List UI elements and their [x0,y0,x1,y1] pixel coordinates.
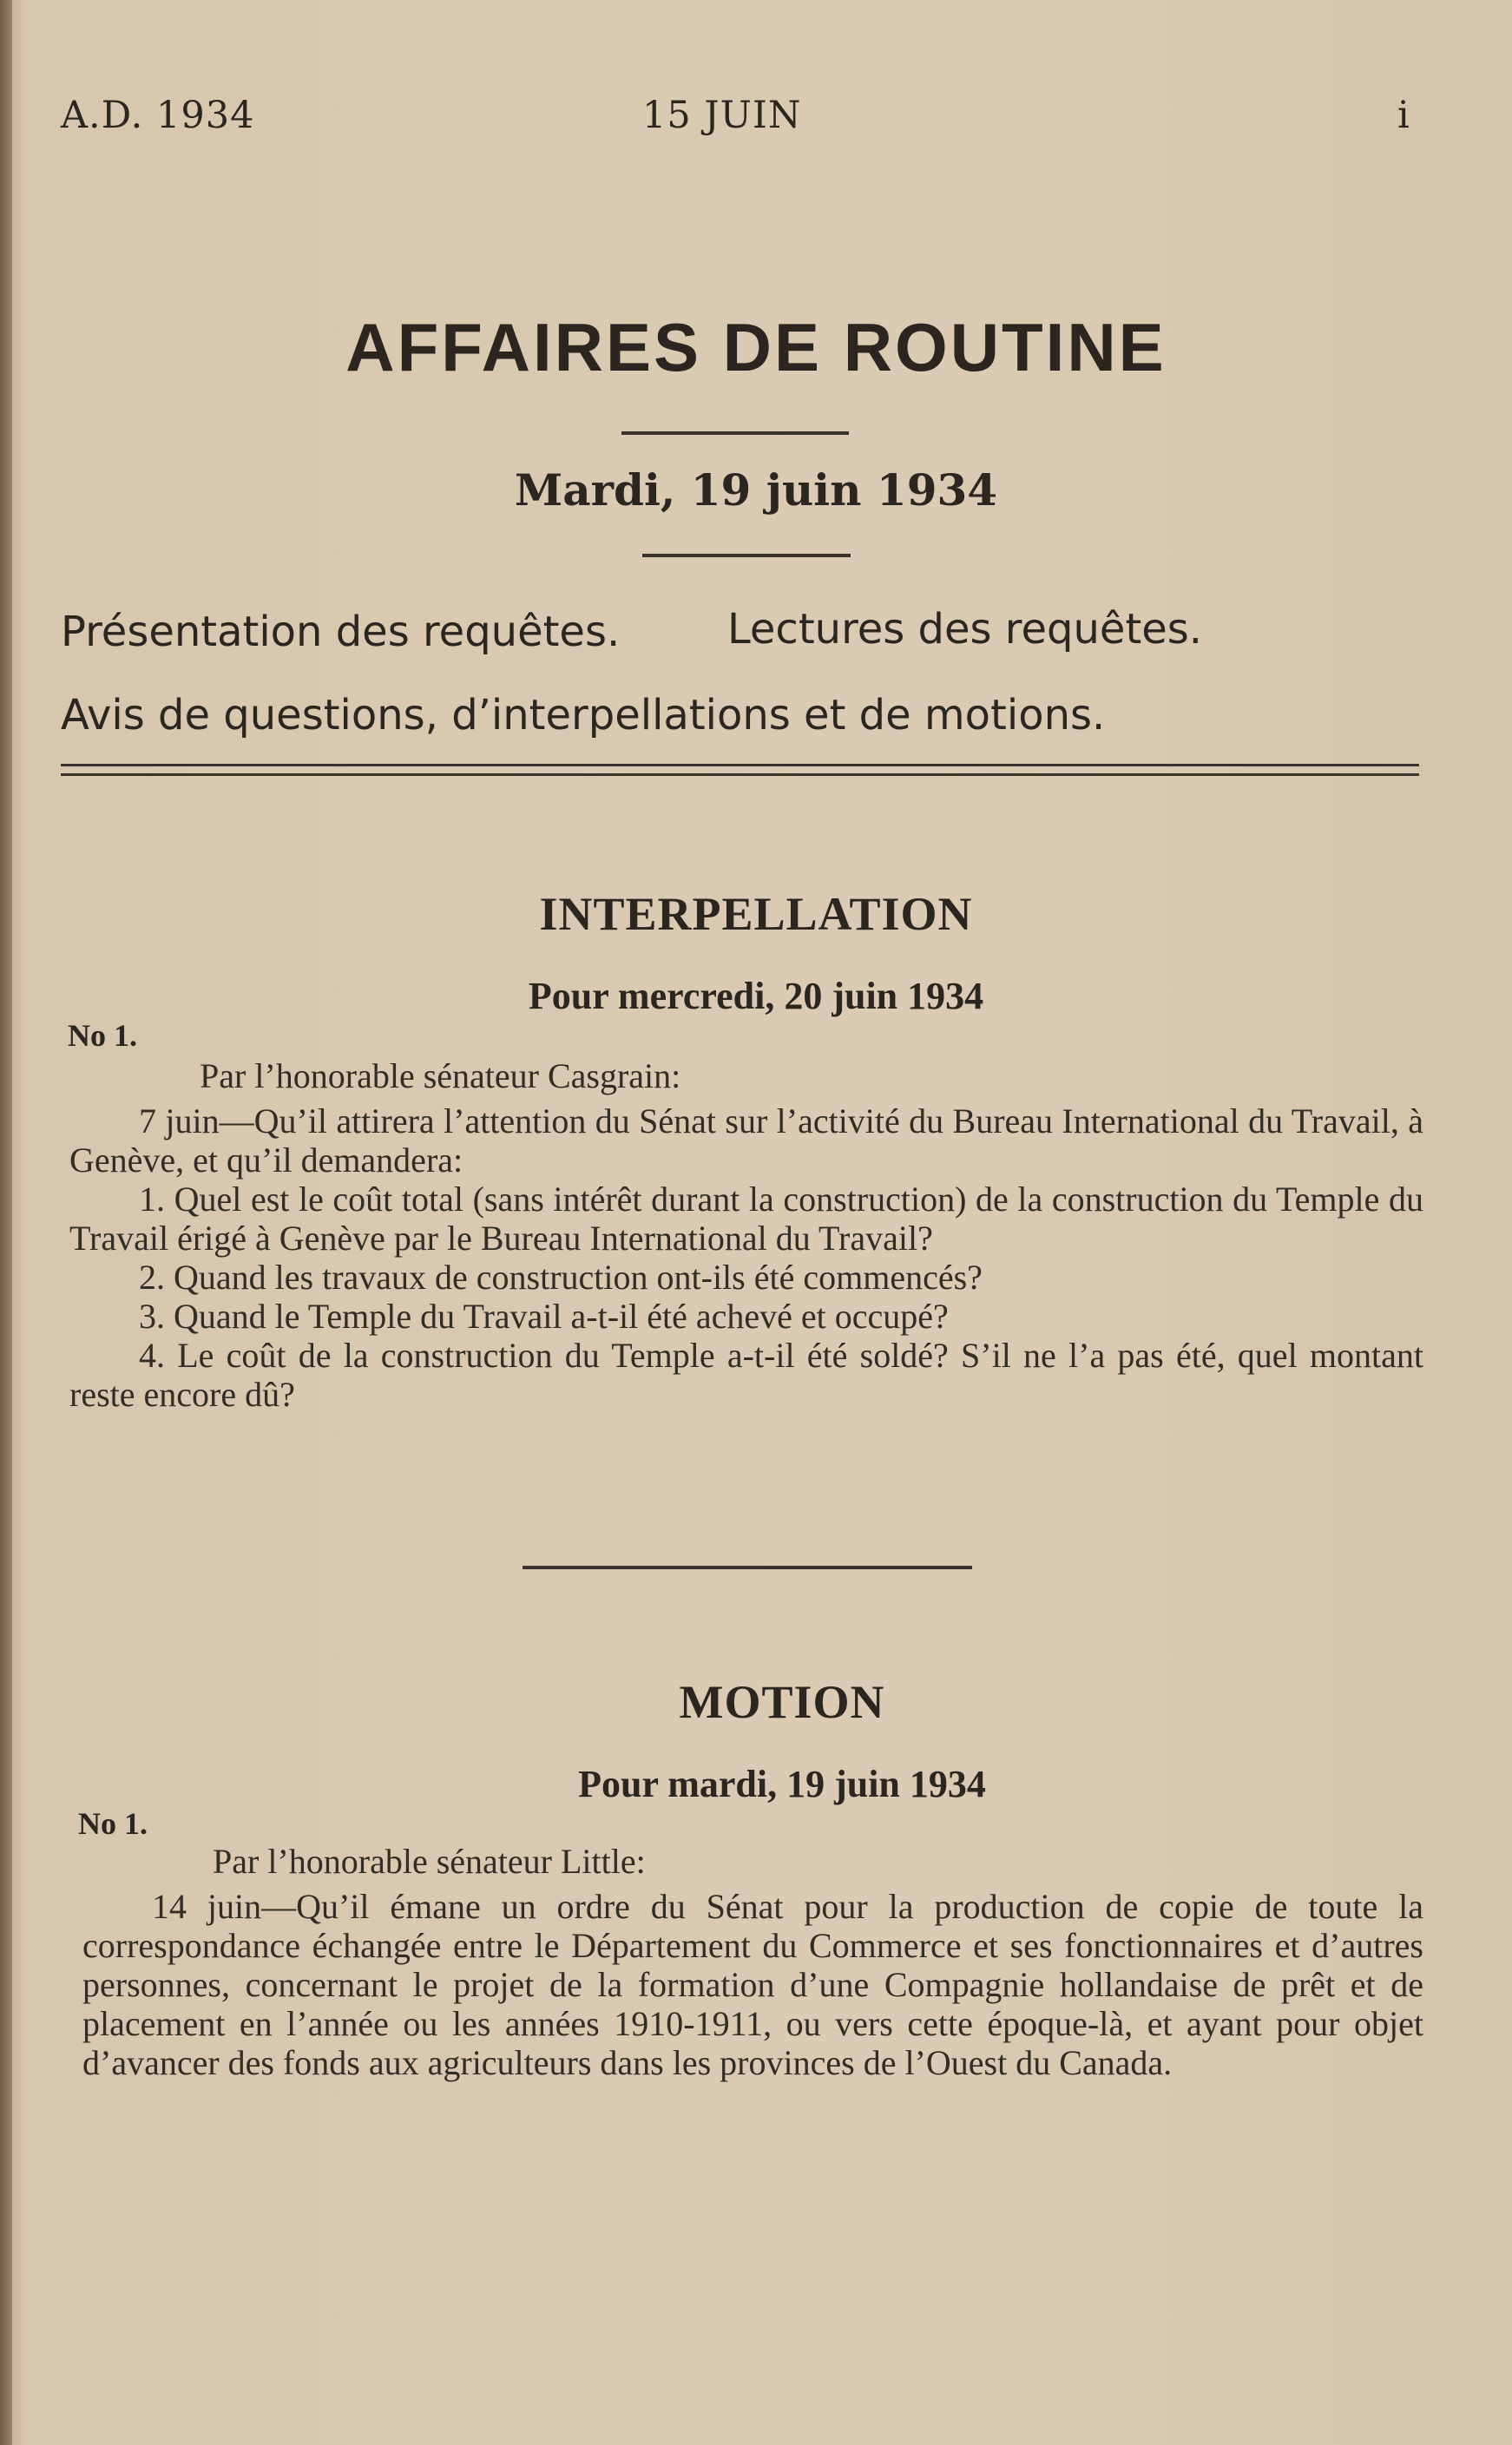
section-divider-top [61,764,1419,766]
page-number: i [1397,94,1410,137]
subtitle-rule [642,554,851,557]
session-date: Mardi, 19 juin 1934 [514,464,998,516]
interpellation-number: No 1. [68,1018,137,1053]
motion-heading: MOTION [679,1676,885,1728]
order-notices: Avis de questions, d’interpellations et de motions. [61,691,1106,739]
motion-date: Pour mardi, 19 juin 1934 [578,1763,986,1805]
interpellation-question-1: 1. Quel est le coût total (sans intérêt durant la construction) de la construction du Temple du Travail érigé à Genève par le Bureau International du Travail? [69,1180,1423,1258]
order-lectures: Lectures des requêtes. [727,605,1203,654]
interpellation-question-2: 2. Quand les travaux de construction ont-ils été commencés? [139,1258,983,1297]
interpellation-mover: Par l’honorable sénateur Casgrain: [200,1056,681,1095]
interpellation-date: Pour mercredi, 20 juin 1934 [528,975,984,1017]
section-rule [523,1566,972,1569]
order-presentation: Présentation des requêtes. [61,608,621,656]
motion-paragraph: 14 juin—Qu’il émane un ordre du Sénat pour la production de copie de toute la correspondance échangée entre le Département du Commerce et ses fonctionnaires et d’autres personnes, concernant le projet de la formation d’une Compagnie hollandaise de prêt et de placement en l’année ou les années 1910-1911, ou vers cette époque-là, et ayant pour objet d’avancer des fonds aux agriculteurs dans les provinces de l’Ouest du Canada. [82,1887,1423,2082]
interpellation-question-3: 3. Quand le Temple du Travail a-t-il été achevé et occupé? [139,1297,949,1336]
interpellation-paragraph: 7 juin—Qu’il attirera l’attention du Sénat sur l’activité du Bureau International du Travail, à Genève, et qu’il demandera: [69,1101,1423,1180]
interpellation-question-4: 4. Le coût de la construction du Temple a-t-il été soldé? S’il ne l’a pas été, quel montant reste encore dû? [69,1336,1423,1414]
page-title: AFFAIRES DE ROUTINE [345,309,1167,385]
title-rule [621,431,849,435]
section-divider-bottom [61,773,1419,776]
motion-mover: Par l’honorable sénateur Little: [213,1842,646,1881]
motion-number: No 1. [78,1806,148,1841]
header-date: 15 JUIN [642,94,802,137]
motion-body [82,1842,1423,2082]
interpellation-body [69,1056,1423,1414]
interpellation-heading: INTERPELLATION [539,888,973,940]
header-year: A.D. 1934 [61,94,255,137]
